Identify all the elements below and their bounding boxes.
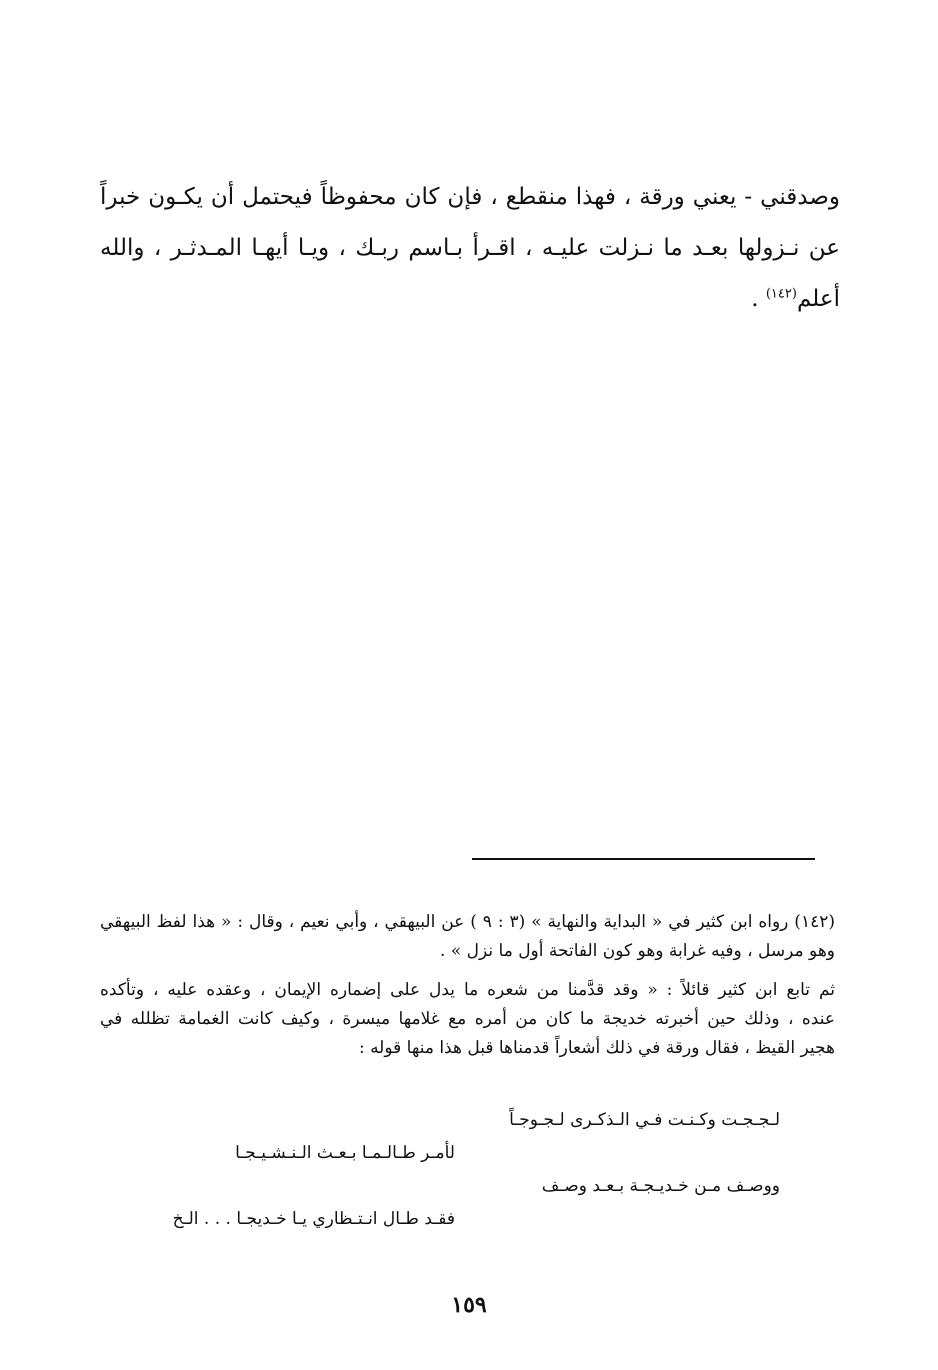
- poem-verse-first-hemistich: ووصـف مـن خـديـجـة بـعـد وصـف: [541, 1176, 780, 1196]
- footnote-reference: (١٤٢): [765, 286, 797, 302]
- poem-block: [100, 1104, 835, 1236]
- footnote-line: عنده ، وذلك حين أخبرته خديجة ما كان من أمره مع غلامها ميسرة ، وكيف كانت الغمامة تظلله في: [100, 1009, 835, 1029]
- poem-verse-second-hemistich: فقـد طـال انـتـظاري يـا خـديجـا . . . الـخ: [172, 1209, 455, 1229]
- poem-verse-second-hemistich: لأمـر طـالـمـا بـعـث الـنـشـيـجـا: [235, 1143, 455, 1163]
- footnote-separator: [472, 858, 815, 860]
- main-text-end-punctuation: .: [751, 286, 766, 312]
- poem-verse-first-hemistich: لـجـجـت وكـنـت فـي الـذكـرى لـجـوجـاً: [509, 1110, 780, 1130]
- footnote-spacer: [100, 966, 835, 976]
- main-text-line: وصدقني - يعني ورقة ، فهذا منقطع ، فإن كان محفوظاً فيحتمل أن يكـون خبراً: [100, 184, 840, 210]
- page-number: ١٥٩: [451, 1292, 487, 1318]
- footnote-line: ثم تابع ابن كثير قائلاً : « وقد قدَّمنا من شعره ما يدل على إضماره الإيمان ، وعقده عليه ، وتأكده: [100, 980, 835, 1000]
- footnotes-block: [100, 908, 835, 1063]
- main-text-last-line: [100, 274, 840, 325]
- footnote-line: (١٤٢) رواه ابن كثير في « البداية والنهاية » (٣ : ٩ ) عن البيهقي ، وأبي نعيم ، وقال : « هذا لفظ البيهقي: [100, 912, 835, 932]
- main-text-line: عن نـزولها بعـد ما نـزلت عليـه ، اقـرأ بـاسم ربـك ، ويـا أيهـا المـدثـر ، والله: [100, 235, 840, 261]
- main-text-block: [100, 172, 840, 325]
- footnote-line: وهو مرسل ، وفيه غرابة وهو كون الفاتحة أول ما نزل » .: [440, 941, 835, 961]
- footnote-line: هجير القيظ ، فقال ورقة في ذلك أشعاراً قدمناها قبل هذا منها قوله :: [358, 1038, 835, 1058]
- main-text-last-word: أعلم: [796, 286, 840, 312]
